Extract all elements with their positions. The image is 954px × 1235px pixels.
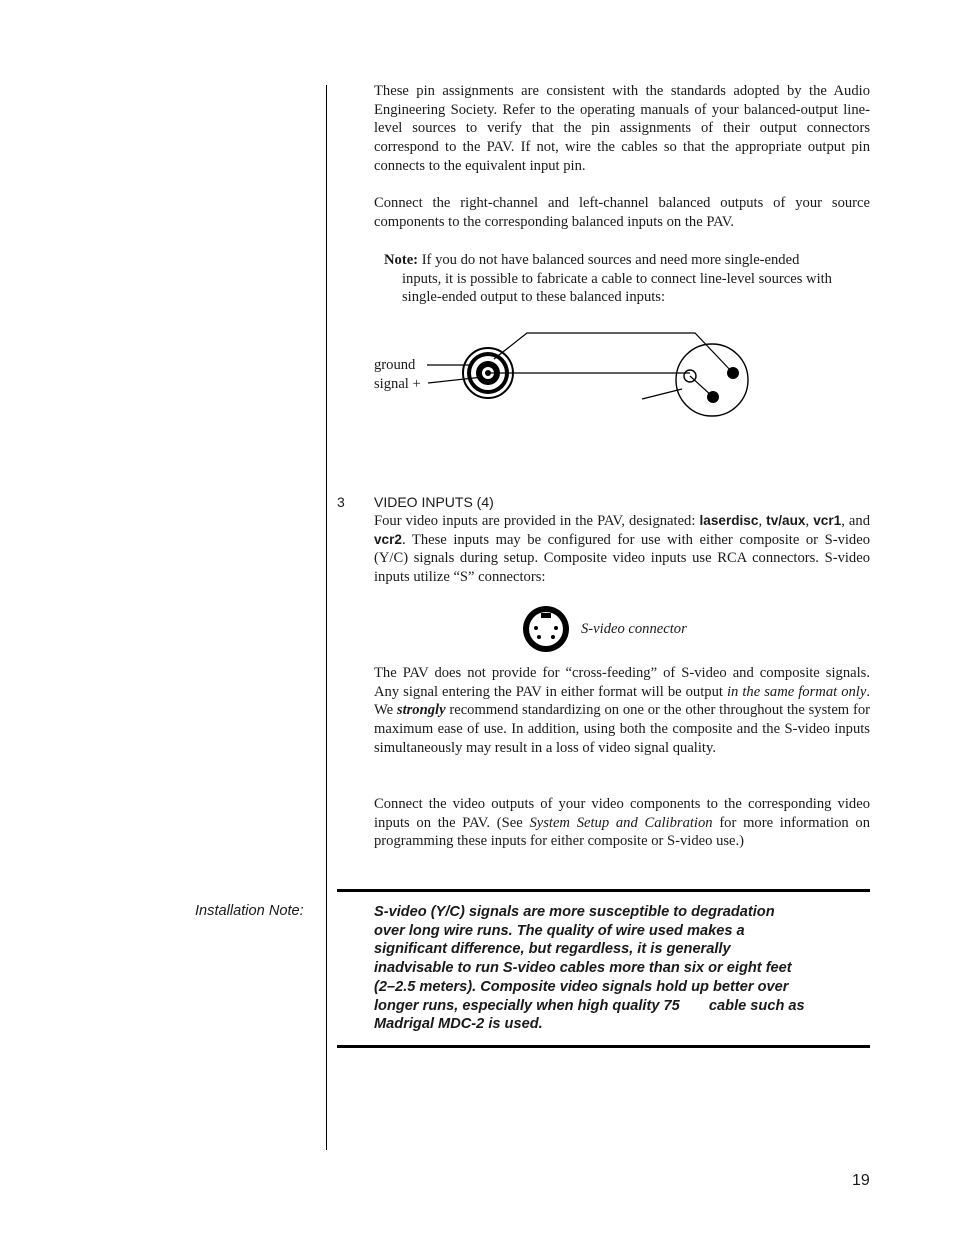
note-text: If you do not have balanced sources and need more single-ended inputs, it is possible to fabricate a cable to connect line-level sources with single-ended output to these balanced inputs:	[402, 252, 832, 306]
installation-note-bottom-rule	[337, 1045, 870, 1048]
installation-note-text: S-video (Y/C) signals are more susceptible to degradation over long wire runs. The quality of wire used makes a significant difference, but regardless, it is generally inadvisable to run S-video cables more than six or eight feet (2–2.5 meters). Composite video signals hold up better over longer runs, especially when high quality 75 cable such as Madrigal MDC-2 is used.	[374, 904, 805, 1033]
s-video-caption: S-video connector	[581, 621, 687, 637]
note-paragraph	[384, 251, 842, 307]
input-name-tv-aux: tv/aux	[766, 513, 806, 528]
margin-rule	[326, 85, 327, 1150]
paragraph-connect-video: Connect the video outputs of your video components to the corresponding video inputs on the PAV. (See System Setup and Calibration for more information on programming these inputs for either composite or S-video use.)	[374, 796, 871, 850]
paragraph-cross-feeding: The PAV does not provide for “cross-feeding” of S-video and composite signals. Any signal entering the PAV in either format will be output in the same format only. We strongly recommend standardizing on one or the other throughout the system for maximum ease of use. In addition, using both the composite and the S-video inputs simultaneously may result in a loss of video signal quality.	[374, 665, 870, 756]
input-name-laserdisc: laserdisc	[699, 513, 759, 528]
page-number: 19	[852, 1172, 870, 1189]
input-name-vcr2: vcr2	[374, 531, 402, 547]
note-label: Note:	[384, 252, 419, 268]
video-inputs-intro: Four video inputs are provided in the PAV, designated: laserdisc, tv/aux, vcr1, and vcr2. These inputs may be configured for use with either composite or S-video (Y/C) signals during setup. Composite video inputs use RCA connectors. S-video inputs utilize “S” connectors:	[374, 513, 870, 586]
section-number: 3	[337, 494, 345, 510]
paragraph-connect-balanced: Connect the right-channel and left-channel balanced outputs of your source components to the corresponding balanced inputs on the PAV.	[374, 195, 870, 230]
installation-note-label: Installation Note:	[195, 903, 304, 919]
ground-label: ground	[374, 357, 416, 373]
s-video-connector-icon	[521, 604, 571, 654]
section-title: VIDEO INPUTS (4)	[374, 494, 494, 510]
paragraph-pin-assignments: These pin assignments are consistent with the standards adopted by the Audio Engineering Society. Refer to the operating manuals of your balanced-output line-level sources to verify that the pin assignments of their output connectors correspond to the PAV. If not, wire the cables so that the appropriate output pin connects to the equivalent input pin.	[374, 83, 870, 174]
rca-to-xlr-wiring-diagram	[420, 325, 760, 425]
signal-plus-label: signal +	[374, 376, 421, 392]
xlr-connector-icon	[676, 344, 748, 416]
input-name-vcr1: vcr1	[813, 513, 842, 528]
installation-note-top-rule	[337, 889, 870, 892]
